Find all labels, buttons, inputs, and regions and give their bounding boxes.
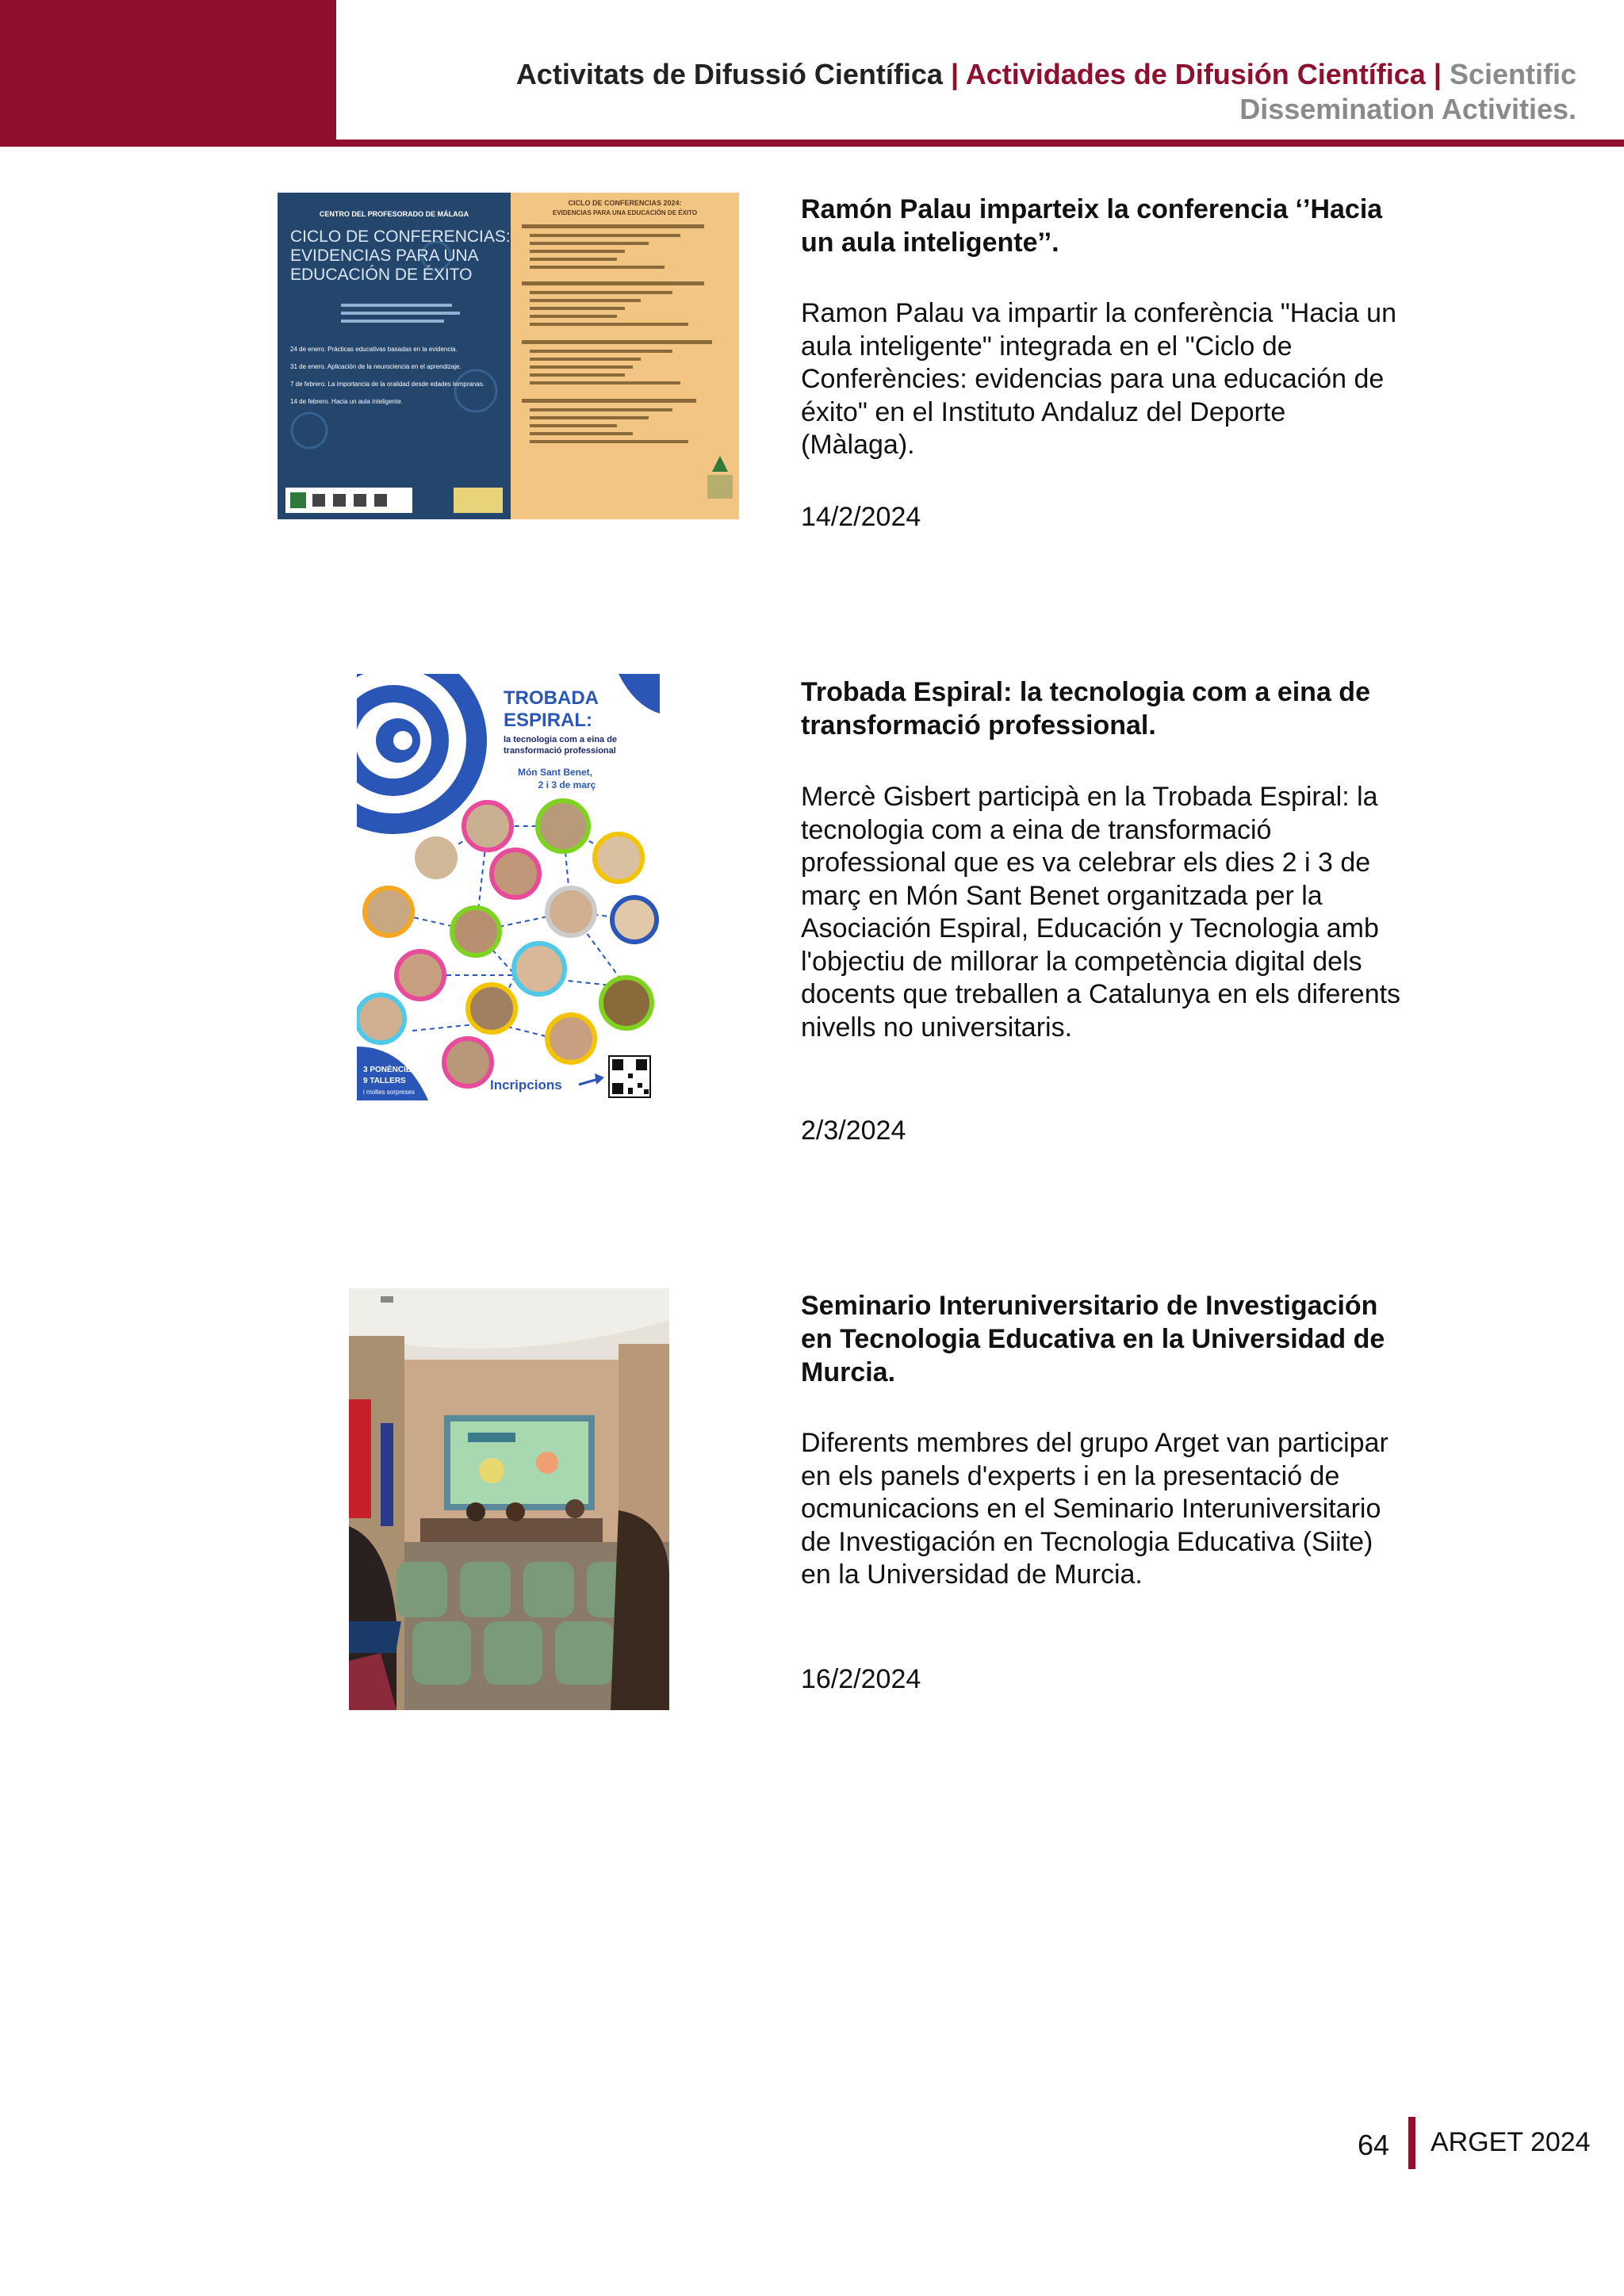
seminar-photo-image bbox=[349, 1288, 669, 1710]
poster-heading-line: ESPIRAL: bbox=[504, 710, 593, 731]
poster-session-text: 14 de febrero. Hacia un aula inteligente. bbox=[290, 398, 403, 405]
poster-subheading-line: transformació professional bbox=[504, 746, 616, 756]
poster-heading-line: EVIDENCIAS PARA UNA bbox=[290, 247, 479, 265]
entry-body: Diferents membres del grupo Arget van participar en els panels d'experts i en la presentació de ocmunicacions en el Seminario Interuniversitario de Investigación en Tecnologia Educativa (Siite) en la Universidad de Murcia. bbox=[801, 1428, 1388, 1590]
header-separator: | bbox=[950, 58, 959, 90]
footer-divider bbox=[1408, 2117, 1415, 2169]
poster-heading-line: CICLO DE CONFERENCIAS: bbox=[290, 228, 511, 246]
poster-place-line: Món Sant Benet, bbox=[517, 767, 593, 778]
header-separator: | bbox=[1433, 58, 1442, 90]
poster-heading-line: EDUCACIÓN DE ÉXITO bbox=[290, 266, 473, 284]
header-title-en: Scientific Dissemination Activities. bbox=[1239, 58, 1576, 125]
poster-badge-line: i moltes sorpreses bbox=[363, 1089, 415, 1096]
poster-session-text: 7 de febrero. La importancia de la oralidad desde edades tempranas. bbox=[290, 381, 485, 388]
poster-place-line: 2 i 3 de març bbox=[538, 779, 596, 790]
trobada-espiral-poster-image bbox=[357, 674, 660, 1100]
page-header-title bbox=[387, 57, 1576, 127]
conference-poster-image bbox=[278, 193, 739, 519]
entry-title: Ramón Palau imparteix la conferencia ‘’Hacia un aula inteligente’’. bbox=[801, 194, 1383, 258]
poster-heading-line: TROBADA bbox=[504, 687, 599, 709]
entry-title: Trobada Espiral: la tecnologia com a eina de transformació professional. bbox=[801, 677, 1370, 740]
poster-right-heading: EVIDENCIAS PARA UNA EDUCACIÓN DE ÉXITO bbox=[552, 209, 698, 216]
poster-subheading-line: la tecnologia com a eina de bbox=[504, 735, 618, 744]
qr-code-icon bbox=[609, 1056, 650, 1097]
entry-date: 14/2/2024 bbox=[801, 502, 921, 532]
entry-body: Ramon Palau va impartir la conferència "Hacia un aula inteligente" integrada en el "Ciclo de Conferències: evidencias para una educación de éxito" en el Instituto Andaluz del Deporte (Màlaga). bbox=[801, 298, 1396, 460]
entry-body: Mercè Gisbert participà en la Trobada Espiral: la tecnologia com a eina de transformació professional que es va celebrar els dies 2 i 3 de març en Món Sant Benet organitzada per la Asociación Espiral, Educación y Tecnologia amb l'objectiu de millorar la competència digital dels docents que treballen a Catalunya en els diferents nivells no universitaris. bbox=[801, 782, 1401, 1043]
poster-cta-text: Incripcions bbox=[490, 1077, 562, 1093]
footer-label: ARGET 2024 bbox=[1431, 2127, 1591, 2157]
poster-right-heading: CICLO DE CONFERENCIAS 2024: bbox=[568, 199, 682, 207]
entry-date: 16/2/2024 bbox=[801, 1664, 921, 1694]
poster-org-text: CENTRO DEL PROFESORADO DE MÁLAGA bbox=[319, 210, 469, 218]
page-number: 64 bbox=[1358, 2129, 1390, 2161]
entry-title: Seminario Interuniversitario de Investigación en Tecnologia Educativa en la Universidad de Murcia. bbox=[801, 1291, 1385, 1387]
header-title-ca: Activitats de Difussió Científica bbox=[515, 58, 943, 90]
poster-session-text: 24 de enero. Prácticas educativas basadas en la evidencia. bbox=[290, 346, 458, 353]
poster-badge-line: 9 TALLERS bbox=[363, 1077, 406, 1085]
header-color-block bbox=[0, 0, 336, 145]
header-title-es: Actividades de Difusión Científica bbox=[965, 58, 1426, 90]
entry-date: 2/3/2024 bbox=[801, 1115, 906, 1146]
poster-badge-line: 3 PONÈNCIES bbox=[363, 1066, 417, 1074]
header-rule bbox=[0, 140, 1624, 147]
poster-session-text: 31 de enero. Aplicación de la neurociencia en el aprendizaje. bbox=[290, 363, 462, 370]
